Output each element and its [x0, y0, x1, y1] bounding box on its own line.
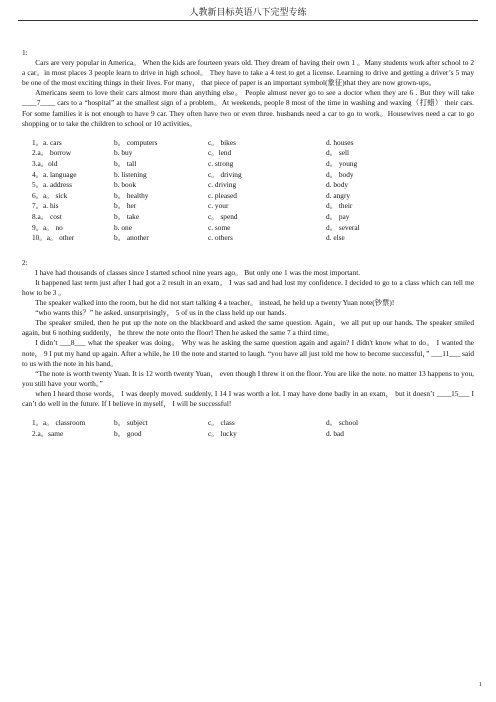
option-c: c。 bikes [208, 137, 236, 147]
option-row [22, 418, 474, 429]
option-a: 9。a。 no [32, 222, 63, 232]
option-d: d。 several [326, 222, 360, 232]
section-label: 1: [22, 48, 28, 57]
option-d: d. bad [326, 428, 344, 438]
option-c: c. driving [208, 180, 237, 190]
option-row [22, 212, 474, 223]
option-d: d。 pay [326, 211, 350, 221]
option-b: b. book [114, 180, 137, 190]
option-b: b。 computers [114, 137, 158, 147]
option-a: 7。a. his [32, 201, 59, 211]
option-row [22, 233, 474, 244]
option-a: 2.a。 borrow [32, 148, 72, 158]
option-c: c。 class [208, 418, 235, 428]
option-b: b。 tall [114, 158, 137, 168]
option-d: d。 sell [326, 148, 350, 158]
option-c: c. pleased [208, 190, 237, 200]
option-a: 5。a. address [32, 180, 72, 190]
option-a: 10。a。 other [32, 233, 75, 243]
option-row [22, 138, 474, 149]
passage-paragraph: when I heard those words， I was deeply moved. suddenly, I 14 I was worth a lot. I may have done badly in an exam， but it doesn’t ____15___ I can’t do well in the future. If I believe in myself， I will be successful! [22, 388, 474, 408]
option-c: c. strong [208, 158, 234, 168]
passage-paragraph: Cars are very popular in America。 When the kids are fourteen years old. They dream of having their own 1 。Many students work after school to 2 a car。in most places 3 people learn to drive in high school。 They have to take a 4 test to get a license. Learning to drive and getting a driver’s 5 may be one of the most exciting things in their lives. For many， that piece of paper is an important symbol(象征)that they are now grown-ups。 [22, 58, 474, 88]
option-c: c. some [208, 222, 231, 232]
option-a: 1。a。 classroom [32, 418, 86, 428]
option-b: b. listening [114, 169, 147, 179]
option-c: c。 spend [208, 211, 238, 221]
option-d: d. else [326, 233, 345, 243]
option-a: 3.a。old [32, 158, 58, 168]
section-label: 2: [22, 257, 28, 267]
option-row [22, 191, 474, 202]
passage-paragraph: “who wants this？” he asked. unsurprisingly， 5 of us in the class held up our hands. [35, 308, 287, 318]
option-b: b。 good [114, 428, 142, 438]
options-list [22, 138, 474, 244]
options-list [22, 418, 474, 439]
passage-paragraph: Americans seem to love their cars almost more than anything else。 People almost never go to see a doctor when they are 6 . But they will take ____7____ cars to a “hospital” at the smallest sign of a problem。At weekends, people 8 most of the time in washing and waxing（打蜡） their cars. For some families it is not enough to have 9 car. They often have two or even three. husbands need a car to go to work。Housewives need a car to go shopping or to take the children to school or 10 activities。 [22, 88, 474, 128]
option-row [22, 148, 474, 159]
passage-paragraph: It happened last term just after I had got a 2 result in an exam。 I was sad and had lost my confidence. I decided to go to a class which can tell me how to be 3 。 [22, 277, 474, 297]
option-b: b。 subject [114, 418, 148, 428]
page-header: 人教新目标英语八下完型专练 [189, 7, 307, 17]
option-row [22, 170, 474, 181]
option-b: b。 take [114, 211, 140, 221]
option-row [22, 201, 474, 212]
option-a: 6。a。 sick [32, 190, 68, 200]
option-row [22, 223, 474, 234]
passage-paragraph: “The note is worth twenty Yuan. It is 12 worth twenty Yuan， even though I threw it on the floor. You are like the note. no matter 13 happens to you, you still have your worth。” [22, 368, 474, 388]
option-a: 8.a。 cost [32, 211, 62, 221]
option-c: c. others [208, 233, 233, 243]
page-number: 1 [478, 681, 482, 688]
option-row [22, 180, 474, 191]
option-d: d. angry [326, 190, 351, 200]
option-c: c. your [208, 201, 229, 211]
document-content [22, 48, 474, 439]
option-c: c。 driving [208, 169, 242, 179]
option-d: d。 young [326, 158, 358, 168]
passage-paragraph: I didn’t ___8___ what the speaker was doing。 Why was he asking the same question again and again? I didn't know what to do。 I wanted the note， 9 I put my hand up again. After a while, he 10 the note and started to laugh. “you have all just told me how to become successful，” ___11___ said to us with the note in his hand。 [22, 338, 474, 368]
option-row [22, 429, 474, 440]
option-b: b。 another [114, 233, 149, 243]
header-rule [18, 20, 478, 21]
option-b: b。 healthy [114, 190, 149, 200]
option-a: 1。a. cars [32, 137, 62, 147]
option-b: b. buy [114, 148, 133, 158]
passage-paragraph: The speaker walked into the room, but he did not start talking 4 a teacher。 instead, he held up a twenty Yuan note(钞票)! [35, 298, 395, 308]
option-b: b. one [114, 222, 132, 232]
passage-paragraph: The speaker smiled, then he put up the note on the blackboard and asked the same question. Again，we all put up our hands. The speaker smiled again, but 6 nothing suddenly， he threw the note onto the floor! Then he asked the same 7 a third time。 [22, 318, 474, 338]
option-d: d。 body [326, 169, 354, 179]
option-a: 2.a。same [32, 428, 64, 438]
option-row [22, 159, 474, 170]
option-a: 4。a. language [32, 169, 77, 179]
option-d: d。 their [326, 201, 353, 211]
option-d: d. body [326, 180, 349, 190]
option-b: b。 her [114, 201, 137, 211]
passage-paragraph: I have had thousands of classes since I started school nine years ago。 But only one 1 was the most important. [35, 267, 361, 277]
option-c: c。lend [208, 148, 232, 158]
option-c: c。 lucky [208, 428, 237, 438]
option-d: d。 school [326, 418, 359, 428]
option-d: d. houses [326, 137, 354, 147]
